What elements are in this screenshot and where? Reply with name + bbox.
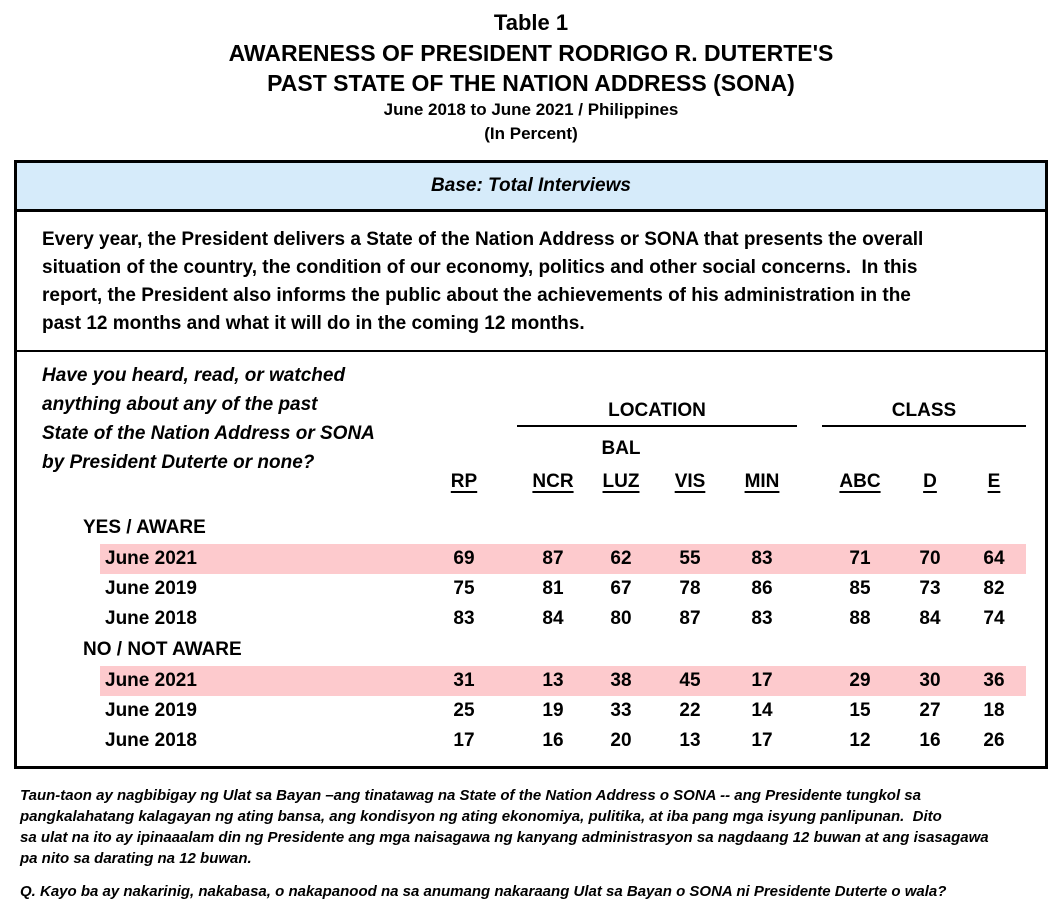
value-cell: 70 xyxy=(898,544,962,574)
section-row xyxy=(17,495,1026,544)
value-cell: 25 xyxy=(453,700,475,721)
spacer-cell xyxy=(496,352,517,426)
report-box xyxy=(14,160,1048,769)
value-cell: 16 xyxy=(919,730,941,751)
value-cell: 20 xyxy=(610,730,632,751)
unit-note: (In Percent) xyxy=(484,124,578,143)
base-header xyxy=(17,163,1045,212)
spacer-cell xyxy=(797,426,822,460)
value-cell: 14 xyxy=(751,700,773,721)
value-cell: 17 xyxy=(727,666,797,696)
value-cell: 38 xyxy=(589,666,653,696)
table-row xyxy=(17,726,1026,756)
spacer-cell xyxy=(797,574,822,604)
spacer-cell xyxy=(496,726,517,756)
table-row xyxy=(17,574,1026,604)
spacer-cell xyxy=(797,544,822,574)
value-cell: 36 xyxy=(962,666,1026,696)
spacer-cell xyxy=(496,426,517,460)
value-cell: 83 xyxy=(453,608,475,629)
spacer-cell xyxy=(797,696,822,726)
footnote-line: pangkalahatang kalagayan ng ating bansa, ang kondisyon ng ating ekonomiya, pulitika, at iba pang mga isyung panlipunan. Dito xyxy=(20,808,942,825)
spacer-cell xyxy=(517,426,589,460)
column-header-rp: RP xyxy=(450,471,478,492)
value-cell: 19 xyxy=(542,700,564,721)
spacer-cell xyxy=(496,666,517,696)
value-cell: 67 xyxy=(610,578,632,599)
spacer-cell xyxy=(727,426,797,460)
table-number: Table 1 xyxy=(493,10,569,35)
value-cell: 88 xyxy=(849,608,871,629)
table-row xyxy=(17,696,1026,726)
data-table xyxy=(17,352,1026,756)
row-label: June 2019 xyxy=(105,700,197,721)
spacer-cell xyxy=(496,460,517,495)
column-header-luz: LUZ xyxy=(602,471,640,492)
value-cell: 64 xyxy=(962,544,1026,574)
value-cell: 74 xyxy=(983,608,1005,629)
value-cell: 86 xyxy=(751,578,773,599)
value-cell: 82 xyxy=(983,578,1005,599)
footnote-line: sa ulat na ito ay ipinaaalam din ng Presidente ang mga naisagawa ng kanyang administrasyon sa nagdaang 12 buwan at ang isasagawa xyxy=(20,829,989,846)
value-cell: 16 xyxy=(542,730,564,751)
table-row xyxy=(17,604,1026,634)
spacer-cell xyxy=(797,666,822,696)
value-cell: 17 xyxy=(751,730,773,751)
spacer-cell xyxy=(432,352,496,426)
column-header-min: MIN xyxy=(744,471,780,492)
value-cell: 87 xyxy=(517,544,589,574)
row-label: June 2019 xyxy=(105,578,197,599)
spacer-cell xyxy=(432,426,496,460)
value-cell: 80 xyxy=(610,608,632,629)
location-group-header: LOCATION xyxy=(517,352,797,426)
spacer-cell xyxy=(822,426,898,460)
value-cell: 84 xyxy=(542,608,564,629)
question-line: State of the Nation Address or SONA xyxy=(42,423,375,444)
subtitle: June 2018 to June 2021 / Philippines xyxy=(383,100,679,119)
spacer-cell xyxy=(797,726,822,756)
column-header-ncr: NCR xyxy=(532,471,574,492)
table-row xyxy=(17,544,1026,574)
section-label: YES / AWARE xyxy=(83,517,206,538)
value-cell: 13 xyxy=(679,730,701,751)
title-block xyxy=(0,0,1062,146)
title-line-1: AWARENESS OF PRESIDENT RODRIGO R. DUTERTE'S xyxy=(228,40,834,66)
value-cell: 78 xyxy=(679,578,701,599)
spacer-cell xyxy=(653,426,727,460)
column-header-vis: VIS xyxy=(674,471,706,492)
footnote xyxy=(20,785,1042,869)
row-label: June 2018 xyxy=(105,608,197,629)
spacer-cell xyxy=(898,426,962,460)
spacer-cell xyxy=(797,352,822,426)
value-cell: 73 xyxy=(919,578,941,599)
column-header-d: D xyxy=(923,471,937,492)
table-row xyxy=(17,666,1026,696)
intro-line: report, the President also informs the public about the achievements of his administration in the xyxy=(42,285,911,306)
column-header-bal: BAL xyxy=(601,438,641,459)
spacer-cell xyxy=(797,604,822,634)
base-header-label: Base: Total Interviews xyxy=(431,175,631,196)
row-label: June 2021 xyxy=(17,544,432,574)
value-cell: 85 xyxy=(849,578,871,599)
column-header-abc: ABC xyxy=(839,471,881,492)
value-cell: 29 xyxy=(822,666,898,696)
section-label: NO / NOT AWARE xyxy=(83,639,242,660)
value-cell: 27 xyxy=(919,700,941,721)
class-group-header: CLASS xyxy=(822,352,1026,426)
value-cell: 69 xyxy=(432,544,496,574)
value-cell: 22 xyxy=(679,700,701,721)
footnote-line: Taun-taon ay nagbibigay ng Ulat sa Bayan –ang tinatawag na State of the Nation Address o SONA -- ang Presidente tungkol sa xyxy=(20,787,921,804)
value-cell: 17 xyxy=(453,730,475,751)
spacer-cell xyxy=(797,460,822,495)
value-cell: 33 xyxy=(610,700,632,721)
table-section xyxy=(17,352,1045,766)
spacer-cell xyxy=(962,426,1026,460)
section-row xyxy=(17,634,1026,666)
value-cell: 15 xyxy=(849,700,871,721)
question-line: Have you heard, read, or watched xyxy=(42,365,346,386)
value-cell: 81 xyxy=(542,578,564,599)
row-label: June 2018 xyxy=(105,730,197,751)
value-cell: 71 xyxy=(822,544,898,574)
value-cell: 12 xyxy=(849,730,871,751)
row-label: June 2021 xyxy=(17,666,432,696)
spacer-cell xyxy=(496,604,517,634)
value-cell: 62 xyxy=(589,544,653,574)
value-cell: 31 xyxy=(432,666,496,696)
value-cell: 26 xyxy=(983,730,1005,751)
question-line: anything about any of the past xyxy=(42,394,318,415)
value-cell: 45 xyxy=(653,666,727,696)
intro-line: past 12 months and what it will do in the coming 12 months. xyxy=(42,313,585,334)
intro-line: Every year, the President delivers a State of the Nation Address or SONA that presents the overall xyxy=(42,229,924,250)
value-cell: 84 xyxy=(919,608,941,629)
value-cell: 18 xyxy=(983,700,1005,721)
intro-paragraph xyxy=(17,212,1045,352)
footnote-line: pa nito sa darating na 12 buwan. xyxy=(20,850,252,867)
column-header-e: E xyxy=(987,471,1001,492)
question-verbatim: Q. Kayo ba ay nakarinig, nakabasa, o nakapanood na sa anumang nakaraang Ulat sa Bayan o SONA ni Presidente Duterte o wala? xyxy=(20,883,947,900)
value-cell: 55 xyxy=(653,544,727,574)
value-cell: 87 xyxy=(679,608,701,629)
survey-question xyxy=(17,352,432,495)
value-cell: 83 xyxy=(727,544,797,574)
intro-line: situation of the country, the condition of our economy, politics and other social concerns. In this xyxy=(42,257,918,278)
value-cell: 30 xyxy=(898,666,962,696)
value-cell: 75 xyxy=(453,578,475,599)
spacer-cell xyxy=(496,696,517,726)
title-line-2: PAST STATE OF THE NATION ADDRESS (SONA) xyxy=(267,70,795,96)
question-line: by President Duterte or none? xyxy=(42,452,315,473)
spacer-cell xyxy=(496,544,517,574)
value-cell: 13 xyxy=(517,666,589,696)
value-cell: 83 xyxy=(751,608,773,629)
spacer-cell xyxy=(496,574,517,604)
